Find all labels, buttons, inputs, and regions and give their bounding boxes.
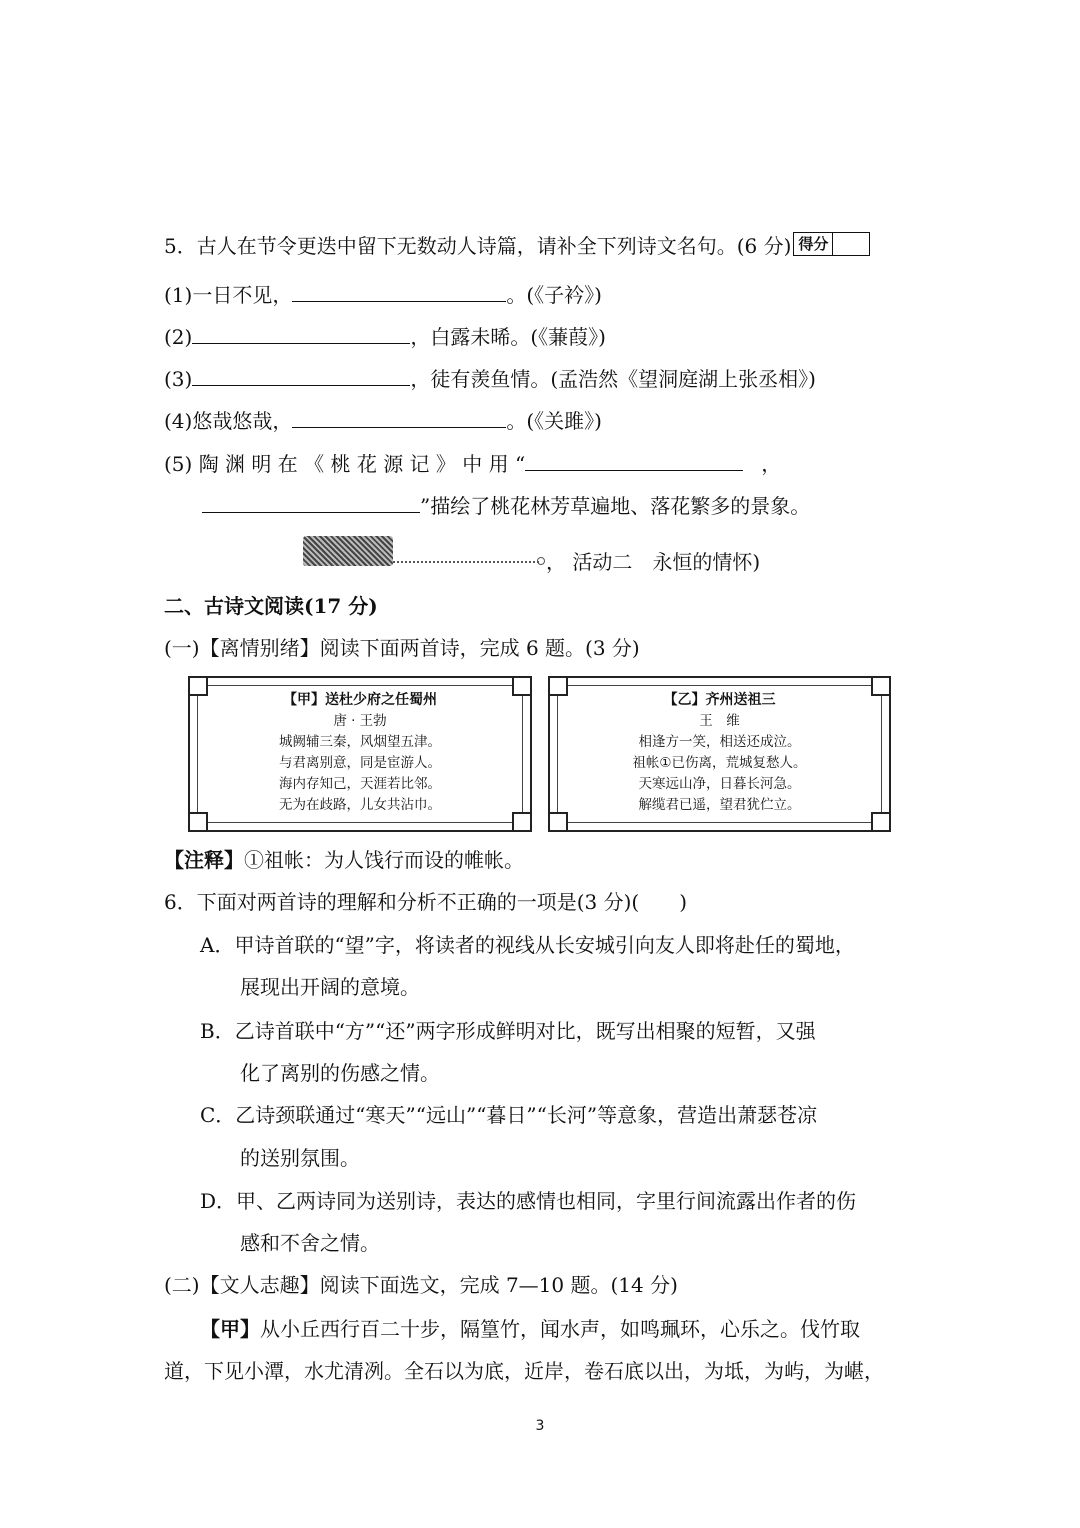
poem-a-line: 海内存知己，天涯若比邻。 <box>279 776 441 792</box>
q5-item-5a <box>164 450 781 478</box>
poem-b-author: 王 维 <box>699 713 740 729</box>
q5-item-2 <box>164 323 606 351</box>
option-b-line1[interactable]: B．乙诗首联中“方”“还”两字形成鲜明对比，既写出相聚的短暂，又强 <box>200 1019 816 1043</box>
poem-b-line: 相逢方一笑，相送还成泣。 <box>638 734 801 750</box>
option-c-line2: 的送别氛围。 <box>240 1146 360 1170</box>
option-d-line1[interactable]: D．甲、乙两诗同为送别诗，表达的感情也相同，字里行间流露出作者的伤 <box>200 1189 857 1213</box>
q5-item-3-post: ，徒有羡鱼情。(孟浩然《望洞庭湖上张丞相》) <box>410 367 816 391</box>
passage-line-1 <box>200 1315 860 1343</box>
score-label: 得分 <box>794 233 833 255</box>
part1-heading: (一)【离情别绪】阅读下面两首诗，完成 6 题。(3 分) <box>164 636 640 660</box>
poem-a-line: 城阙辅三秦，风烟望五津。 <box>279 734 441 750</box>
q5-item-3-pre: (3) <box>164 367 193 391</box>
q5-item-4-post: 。(《关雎》) <box>506 409 602 433</box>
q6-stem: 6．下面对两首诗的理解和分析不正确的一项是(3 分)( ) <box>164 890 688 914</box>
q5-item-1-post: 。(《子衿》) <box>506 283 602 307</box>
q5-item-5-text-a: (5) 陶 渊 明 在 《 桃 花 源 记 》 中 用 “ <box>164 452 526 476</box>
answer-blank-5b[interactable] <box>202 492 420 513</box>
poem-a-card <box>188 676 532 832</box>
q5-item-2-pre: (2) <box>164 325 193 349</box>
score-cell[interactable] <box>833 233 869 255</box>
part2-heading: (二)【文人志趣】阅读下面选文，完成 7—10 题。(14 分) <box>164 1273 678 1297</box>
q5-item-1 <box>164 281 602 309</box>
q5-item-1-pre: (1)一日不见， <box>164 283 293 307</box>
poem-a-line: 无为在歧路，儿女共沾巾。 <box>279 797 441 813</box>
answer-blank-4[interactable] <box>292 407 506 428</box>
answer-blank-2[interactable] <box>192 323 410 344</box>
poem-b-line: 天寒远山净，日暮长河急。 <box>638 776 801 792</box>
q5-item-5-comma: ， <box>761 452 782 476</box>
activity-banner-graphic <box>303 536 393 566</box>
activity-ring-icon <box>537 557 545 565</box>
activity-dotted-line <box>393 561 539 563</box>
passage-line-2: 道，下见小潭，水尤清冽。全石以为底，近岸，卷石底以出，为坻，为屿，为嵁， <box>164 1359 884 1383</box>
q5-stem <box>164 232 870 260</box>
section-heading: 二、古诗文阅读(17 分) <box>164 594 378 618</box>
q5-item-5b <box>202 492 810 520</box>
q5-item-4-pre: (4)悠哉悠哉， <box>164 409 293 433</box>
activity-title: ， 活动二 永恒的情怀) <box>546 550 761 574</box>
option-a-line1[interactable]: A．甲诗首联的“望”字，将读者的视线从长安城引向友人即将赴任的蜀地， <box>200 933 855 957</box>
q5-item-2-post: ，白露未晞。(《蒹葭》) <box>410 325 606 349</box>
q5-item-3 <box>164 365 816 393</box>
option-d-line2: 感和不舍之情。 <box>240 1231 380 1255</box>
q5-item-4 <box>164 407 602 435</box>
poem-a-line: 与君离别意，同是宦游人。 <box>279 755 441 771</box>
passage-text-1: 从小丘西行百二十步，隔篁竹，闻水声，如鸣珮环，心乐之。伐竹取 <box>260 1317 860 1341</box>
answer-blank-1[interactable] <box>292 281 506 302</box>
poem-b-line: 祖帐①已伤离，荒城复愁人。 <box>632 755 807 771</box>
poem-b-content <box>550 690 889 816</box>
poem-a-title: 【甲】送杜少府之任蜀州 <box>283 692 437 708</box>
note-label: 【注释】 <box>164 848 244 872</box>
score-box <box>793 232 870 256</box>
poem-a-author: 唐 · 王勃 <box>333 713 387 729</box>
answer-blank-3[interactable] <box>192 365 410 386</box>
poem-b-line: 解缆君已遥，望君犹伫立。 <box>638 797 801 813</box>
passage-label: 【甲】 <box>200 1317 260 1341</box>
answer-blank-5a[interactable] <box>525 450 743 471</box>
option-a-line2: 展现出开阔的意境。 <box>240 975 420 999</box>
annotation <box>164 846 524 874</box>
option-c-line1[interactable]: C．乙诗颈联通过“寒天”“远山”“暮日”“长河”等意象，营造出萧瑟苍凉 <box>200 1103 818 1127</box>
page-number: 3 <box>535 1418 545 1434</box>
note-text: ①祖帐：为人饯行而设的帷帐。 <box>244 848 524 872</box>
option-b-line2: 化了离别的伤感之情。 <box>240 1061 440 1085</box>
poem-b-title: 【乙】齐州送祖三 <box>663 692 776 708</box>
poem-a-content <box>190 690 530 816</box>
poem-b-card <box>548 676 891 832</box>
q5-item-5-text-c: ”描绘了桃花林芳草遍地、落花繁多的景象。 <box>420 494 811 518</box>
q5-stem-text: 5．古人在节令更迭中留下无数动人诗篇，请补全下列诗文名句。(6 分) <box>164 234 792 258</box>
